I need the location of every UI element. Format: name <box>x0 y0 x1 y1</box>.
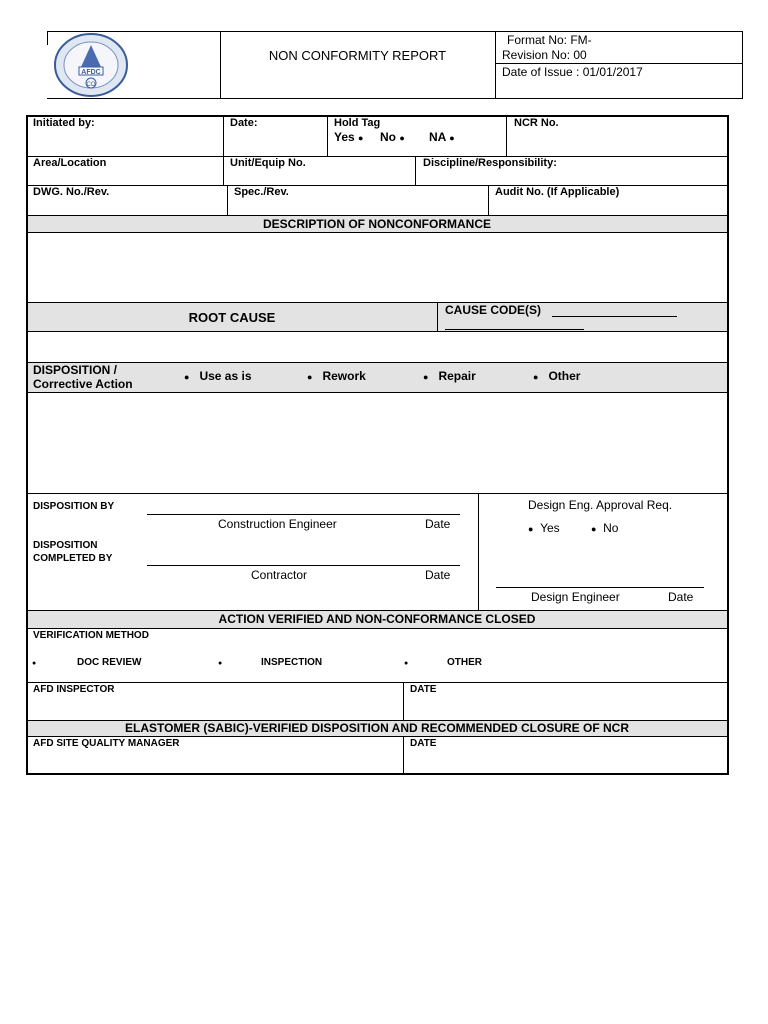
disposition-heading-line1: DISPOSITION / <box>33 363 118 377</box>
design-approval-yes-option[interactable] <box>528 521 560 535</box>
design-approval-label: Design Eng. Approval Req. <box>528 498 673 512</box>
hold-tag-na-option[interactable] <box>429 130 455 144</box>
disposition-option-repair[interactable] <box>423 369 476 383</box>
header-left-border <box>47 31 48 45</box>
form-right-border <box>727 115 729 773</box>
bullet-icon: ● <box>32 660 37 667</box>
row-line <box>26 156 728 157</box>
option-label: No <box>603 521 619 535</box>
bullet-icon: ● <box>184 372 190 382</box>
disposition-option-use-as-is[interactable] <box>184 369 252 383</box>
header-divider-3 <box>495 63 742 64</box>
column-line <box>415 156 416 186</box>
revision-number: Revision No: 00 <box>502 48 587 62</box>
date-label: Date <box>668 590 694 604</box>
disposition-heading-line2: Corrective Action <box>33 377 133 391</box>
disposition-by-label: DISPOSITION BY <box>33 501 115 512</box>
date-of-issue: Date of Issue : 01/01/2017 <box>502 65 643 79</box>
spec-label: Spec./Rev. <box>234 186 289 198</box>
option-label: Other <box>548 369 581 383</box>
header-divider-1 <box>220 31 221 98</box>
bullet-icon: ● <box>528 524 534 534</box>
bullet-icon: ● <box>533 372 539 382</box>
construction-engineer-label: Construction Engineer <box>218 517 337 531</box>
discipline-label: Discipline/Responsibility: <box>423 157 557 169</box>
disposition-by-signature-line[interactable] <box>147 514 460 515</box>
option-label: Rework <box>322 369 366 383</box>
row-line <box>26 610 728 611</box>
date-label: Date <box>425 517 451 531</box>
column-line <box>223 115 224 186</box>
disposition-option-other[interactable] <box>533 369 580 383</box>
design-engineer-label: Design Engineer <box>531 590 620 604</box>
root-cause-field[interactable] <box>28 332 726 361</box>
description-heading: DESCRIPTION OF NONCONFORMANCE <box>263 217 491 231</box>
initiated-by-label: Initiated by: <box>33 117 95 129</box>
option-label: OTHER <box>447 657 483 668</box>
column-line <box>403 682 404 721</box>
header-top-border <box>47 31 743 32</box>
area-location-label: Area/Location <box>33 157 107 169</box>
verification-method-label: VERIFICATION METHOD <box>33 630 149 641</box>
unit-equip-label: Unit/Equip No. <box>230 157 306 169</box>
date-label: Date: <box>230 117 258 129</box>
document-title: NON CONFORMITY REPORT <box>268 48 447 63</box>
logo-subtext: CO <box>86 82 96 88</box>
verification-option-inspection[interactable] <box>218 657 322 668</box>
verification-heading: ACTION VERIFIED AND NON-CONFORMANCE CLOSED <box>218 612 536 626</box>
header-right-border <box>742 31 743 98</box>
cause-code-line-1[interactable] <box>552 316 677 317</box>
column-line <box>403 736 404 773</box>
cause-code-label: CAUSE CODE(S) <box>445 303 542 317</box>
dwg-label: DWG. No./Rev. <box>33 186 110 198</box>
row-line <box>26 736 728 737</box>
option-label: Yes <box>540 521 560 535</box>
verification-option-doc-review[interactable] <box>32 657 141 668</box>
corrective-action-field[interactable] <box>28 393 726 492</box>
completed-by-line1: DISPOSITION <box>33 540 98 551</box>
company-logo <box>53 33 129 97</box>
root-cause-heading: ROOT CAUSE <box>188 310 276 325</box>
row-line <box>26 215 728 216</box>
hold-tag-label: Hold Tag <box>334 117 381 129</box>
row-line <box>26 185 728 186</box>
logo-text: AFDC <box>81 69 101 76</box>
verification-option-other[interactable] <box>404 657 482 668</box>
design-engineer-signature-line[interactable] <box>496 587 704 588</box>
row-line <box>26 493 728 494</box>
option-label: INSPECTION <box>261 657 323 668</box>
header-bottom-border <box>47 98 743 99</box>
column-line <box>506 115 507 156</box>
bullet-icon: ● <box>423 372 429 382</box>
column-line <box>227 185 228 216</box>
design-approval-no-option[interactable] <box>591 521 618 535</box>
row-line <box>26 682 728 683</box>
column-line <box>488 185 489 216</box>
hold-tag-yes-label: Yes <box>334 130 355 144</box>
inspector-date-label: DATE <box>410 684 437 695</box>
description-field[interactable] <box>28 233 726 301</box>
hold-tag-yes-option[interactable] <box>334 130 363 144</box>
bullet-icon: ● <box>218 660 223 667</box>
bullet-icon: ● <box>358 133 364 143</box>
completed-by-label <box>33 539 112 565</box>
header-divider-2 <box>495 31 496 98</box>
contractor-label: Contractor <box>251 568 308 582</box>
column-line <box>327 115 328 156</box>
completed-by-line2: COMPLETED BY <box>33 553 113 564</box>
form-bottom-border <box>26 773 729 775</box>
bullet-icon: ● <box>307 372 313 382</box>
hold-tag-na-label: NA <box>429 130 446 144</box>
date-label: Date <box>425 568 451 582</box>
disposition-heading <box>33 363 133 391</box>
bullet-icon: ● <box>399 133 405 143</box>
hold-tag-no-option[interactable] <box>380 130 405 144</box>
bullet-icon: ● <box>404 660 409 667</box>
option-label: DOC REVIEW <box>77 657 142 668</box>
site-quality-manager-label: AFD SITE QUALITY MANAGER <box>33 738 180 749</box>
afd-inspector-label: AFD INSPECTOR <box>33 684 115 695</box>
cause-code-line-2[interactable] <box>445 329 584 330</box>
bullet-icon: ● <box>449 133 455 143</box>
format-number: Format No: FM- <box>507 33 592 47</box>
column-line <box>478 493 479 611</box>
manager-date-label: DATE <box>410 738 437 749</box>
audit-label: Audit No. (If Applicable) <box>495 186 620 198</box>
row-line <box>26 628 728 629</box>
hold-tag-no-label: No <box>380 130 396 144</box>
disposition-option-rework[interactable] <box>307 369 366 383</box>
option-label: Repair <box>438 369 476 383</box>
option-label: Use as is <box>199 369 252 383</box>
closure-heading: ELASTOMER (SABIC)-VERIFIED DISPOSITION AND RECOMMENDED CLOSURE OF NCR <box>124 721 630 735</box>
completed-by-signature-line[interactable] <box>147 565 460 566</box>
row-line <box>26 302 728 303</box>
column-line <box>437 302 438 332</box>
ncr-no-label: NCR No. <box>514 117 559 129</box>
bullet-icon: ● <box>591 524 597 534</box>
